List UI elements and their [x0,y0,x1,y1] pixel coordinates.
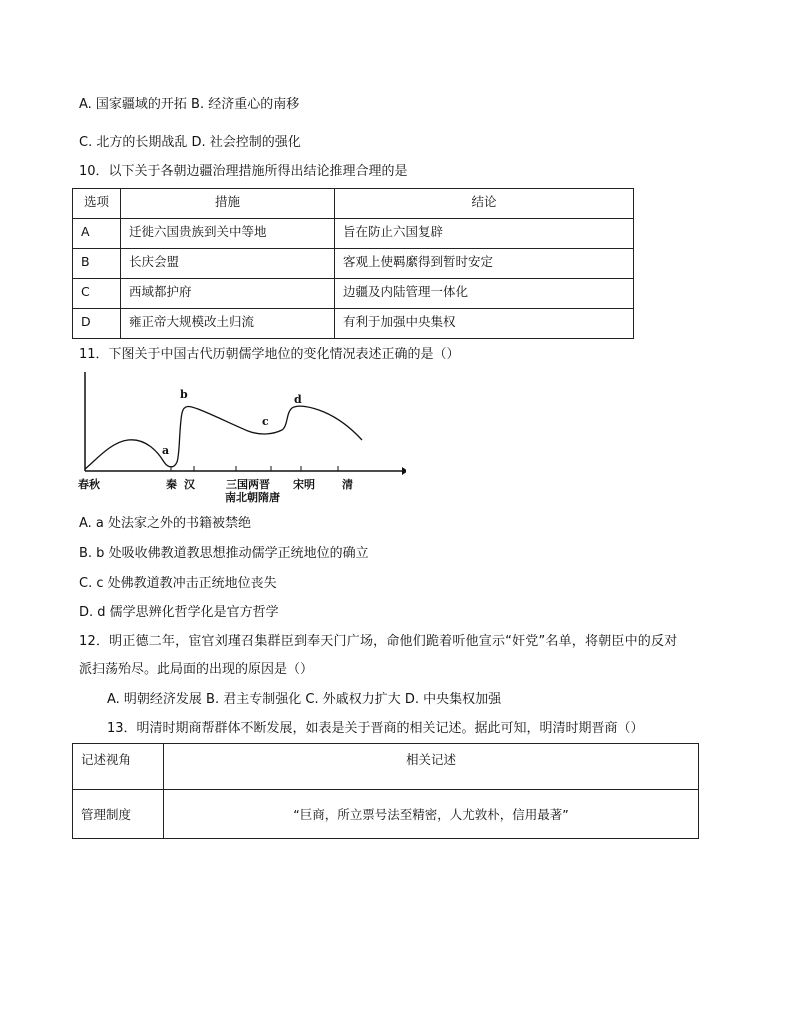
table-cell: 长庆会盟 [121,249,335,279]
point-label-a: a [162,444,170,457]
x-tick-label: 春秋 [78,478,100,491]
point-label-c: c [262,415,269,428]
q10-stem: 10．以下关于各朝边疆治理措施所得出结论推理合理的是 [79,164,408,179]
q11-stem: 11．下图关于中国古代历朝儒学地位的变化情况表述正确的是（） [79,347,460,362]
header-cell: 措施 [121,189,335,219]
table-cell: D [73,309,121,339]
table-cell: 迁徙六国贵族到关中等地 [121,219,335,249]
table-cell: B [73,249,121,279]
table-cell: 边疆及内陆管理一体化 [335,279,634,309]
table-header-row [73,189,634,219]
q12-options: A. 明朝经济发展 B. 君主专制强化 C. 外戚权力扩大 D. 中央集权加强 [107,692,502,707]
table-cell: 西域都护府 [121,279,335,309]
q11-option-d: D. d 儒学思辨化哲学化是官方哲学 [79,605,279,620]
q11-option-a: A. a 处法家之外的书籍被禁绝 [79,516,252,531]
point-label-b: b [180,388,188,401]
table-cell: 有利于加强中央集权 [335,309,634,339]
table-cell: 雍正帝大规模改土归流 [121,309,335,339]
table-row [73,249,634,279]
status-curve [85,406,362,469]
q12-stem-line1: 12．明正德二年，宦官刘瑾召集群臣到奉天门广场，命他们跪着听他宣示“奸党”名单，将朝臣中的反对 [79,634,678,649]
x-tick-label: 三国两晋 [226,478,270,491]
x-tick-sublabel: 南北朝隋唐 [225,491,280,504]
table-row [73,279,634,309]
table-cell: C [73,279,121,309]
q12-stem-line2: 派扫荡殆尽。此局面的出现的原因是（） [79,662,314,677]
x-tick-label: 汉 [184,478,195,491]
table-header-row [73,744,699,790]
table-row [73,790,699,839]
table-row [73,309,634,339]
table-cell: “巨商，所立票号法至精密，人尤敦朴，信用最著” [164,790,699,839]
x-tick-label: 清 [342,478,353,491]
point-label-d: d [294,393,302,406]
q11-option-b: B. b 处吸收佛教道教思想推动儒学正统地位的确立 [79,546,369,561]
x-tick-label: 宋明 [293,478,315,491]
q13-stem: 13．明清时期商帮群体不断发展，如表是关于晋商的相关记述。据此可知，明清时期晋商（） [107,721,644,736]
q9-options-line1: A. 国家疆域的开拓 B. 经济重心的南移 [79,97,300,112]
table-cell: 旨在防止六国复辟 [335,219,634,249]
header-cell: 相关记述 [164,744,699,790]
q10-table [72,188,634,339]
table-row [73,219,634,249]
x-tick-label: 秦 [166,478,177,491]
table-cell: 管理制度 [73,790,164,839]
q9-options-line2: C. 北方的长期战乱 D. 社会控制的强化 [79,135,301,150]
header-cell: 选项 [73,189,121,219]
table-cell: A [73,219,121,249]
x-axis-arrow [402,467,406,475]
q13-table [72,743,699,839]
table-cell: 客观上使羁縻得到暂时安定 [335,249,634,279]
header-cell: 结论 [335,189,634,219]
header-cell: 记述视角 [73,744,164,790]
confucianism-status-chart [76,368,406,508]
q11-option-c: C. c 处佛教道教冲击正统地位丧失 [79,576,277,591]
